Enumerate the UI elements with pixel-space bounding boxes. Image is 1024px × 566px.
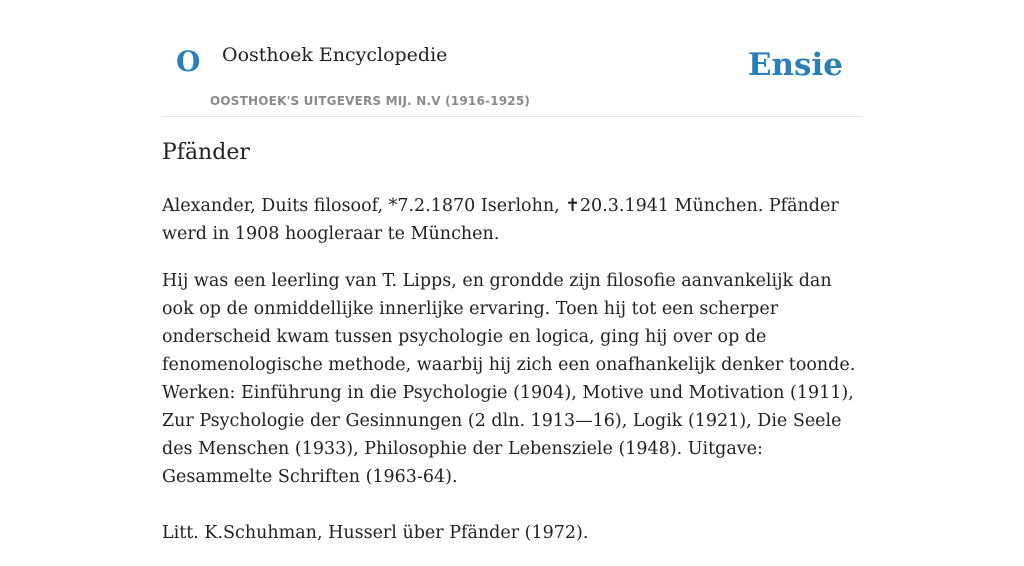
publisher-subtitle: OOSTHOEK'S UITGEVERS MIJ. N.V (1916-1925) xyxy=(210,94,531,108)
article-paragraph: Hij was een leerling van T. Lipps, en grondde zijn filosofie aanvankelijk dan ook op de onmiddellijke innerlijke ervaring. Toen hij tot een scherper onderscheid kwam tussen psychologie en logica, ging hij over op de fenomenologische methode, waarbij hij zich een onafhankelijk denker toonde. Werken: Einführung in die Psychologie (1904), Motive und Motivation (1911), Zur Psychologie der Gesinnungen (2 dln. 1913—16), Logik (1921), Die Seele des Menschen (1933), Philosophie der Lebensziele (1948). Uitgave: Gesammelte Schriften (1963-64). xyxy=(162,271,856,487)
logo-letter[interactable]: O xyxy=(176,45,201,78)
literature-reference: Litt. K.Schuhman, Husserl über Pfänder (1972). xyxy=(162,523,589,543)
article-body xyxy=(162,192,862,566)
site-title-link[interactable]: Oosthoek Encyclopedie xyxy=(222,44,448,66)
article-paragraph: Alexander, Duits filosoof, *7.2.1870 Iserlohn, ✝20.3.1941 München. Pfänder werd in 1908 hoogleraar te München. xyxy=(162,196,839,244)
ensie-brand-link[interactable]: Ensie xyxy=(747,47,843,83)
article-title: Pfänder xyxy=(162,140,250,165)
site-header xyxy=(162,0,862,117)
content-container xyxy=(162,0,862,543)
